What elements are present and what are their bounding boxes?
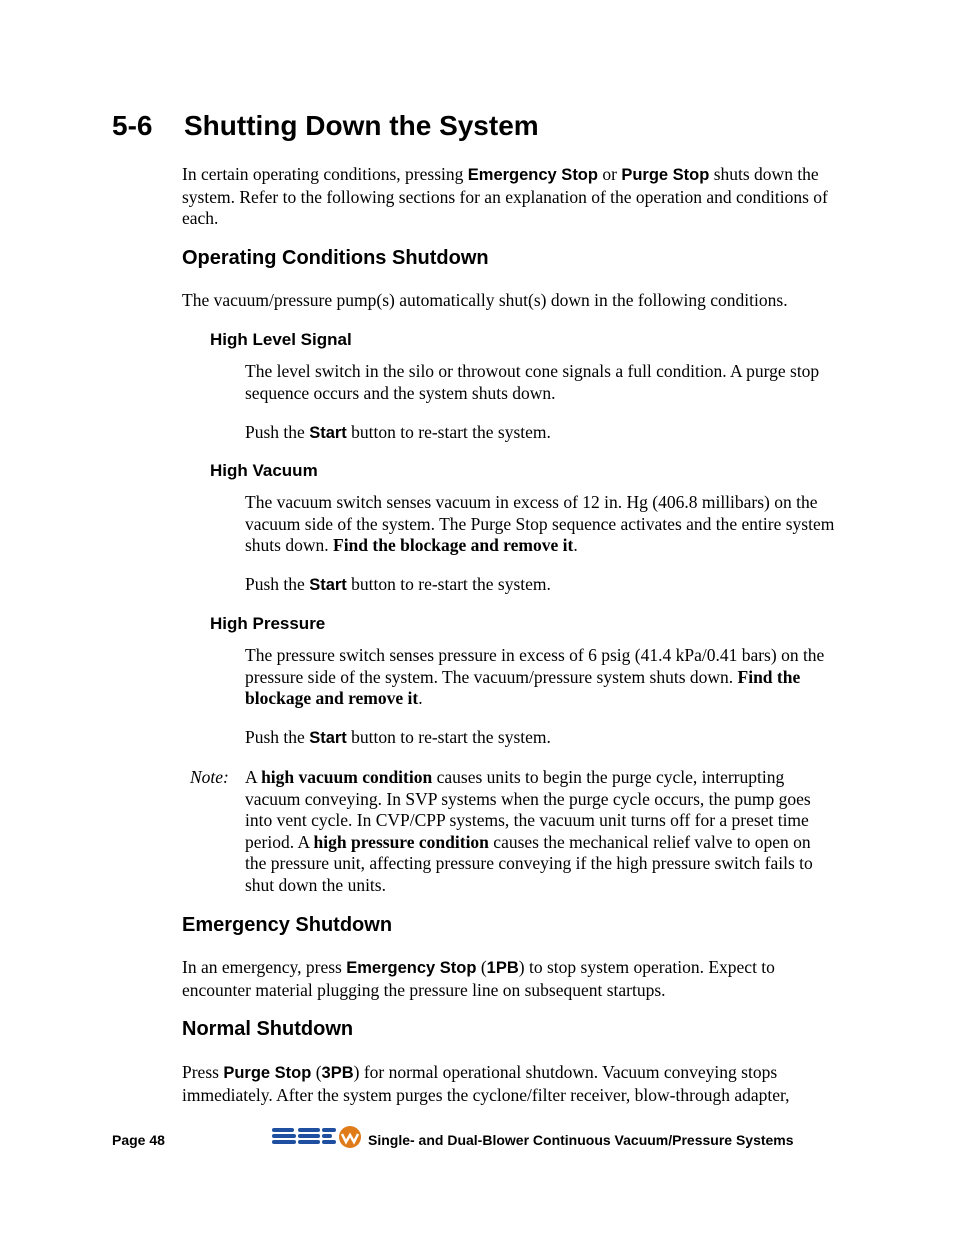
intro-text: or [597, 164, 622, 184]
start-keyword: Start [309, 729, 347, 747]
operating-conditions-intro: The vacuum/pressure pump(s) automatically shut(s) down in the following conditions. [182, 290, 788, 310]
restart-instruction: Push the Start button to re-start the system. [245, 574, 551, 594]
normal-shutdown-body: Press Purge Stop (3PB) for normal operational shutdown. Vacuum conveying stops immediately. After the system purges the cyclone/filter receiver, blow-through adapter, [182, 1062, 790, 1105]
intro-text: In certain operating conditions, pressing [182, 164, 468, 184]
start-keyword: Start [309, 576, 347, 594]
document-title: Single- and Dual-Blower Continuous Vacuum/Pressure Systems [368, 1132, 794, 1148]
aec-logo-letters [272, 1128, 336, 1144]
high-vacuum-heading: High Vacuum [210, 461, 318, 480]
emergency-stop-keyword: Emergency Stop [467, 166, 598, 184]
intro-text: shuts down the system. Refer to the following sections for an explanation of the operation and conditions of each. [182, 164, 828, 229]
aec-logo-icon [270, 1122, 364, 1150]
page-number: Page 48 [112, 1132, 165, 1148]
emergency-shutdown-body: In an emergency, press Emergency Stop (1PB) to stop system operation. Expect to encounter material plugging the pressure line on subsequent startups. [182, 957, 775, 1000]
restart-instruction: Push the Start button to re-start the system. [245, 422, 551, 442]
high-vacuum-body: The vacuum switch senses vacuum in excess of 12 in. Hg (406.8 millibars) on the vacuum side of the system. The Purge Stop sequence activates and the entire system shuts down. Find the blockage and remove it. [245, 492, 835, 556]
normal-shutdown-heading: Normal Shutdown [182, 1018, 354, 1040]
high-level-signal-heading: High Level Signal [210, 330, 352, 349]
aec-logo [270, 1122, 364, 1150]
start-keyword: Start [309, 424, 347, 442]
purge-stop-keyword: Purge Stop [621, 166, 710, 184]
emergency-shutdown-heading: Emergency Shutdown [182, 914, 393, 936]
section-title [112, 110, 539, 142]
operating-conditions-heading: Operating Conditions Shutdown [182, 247, 489, 269]
note-label: Note: [190, 767, 229, 787]
high-level-signal-body: The level switch in the silo or throwout cone signals a full condition. A purge stop sequence occurs and the system shuts down. [245, 361, 820, 403]
high-pressure-heading: High Pressure [210, 614, 326, 633]
section-number: 5-6 [112, 110, 153, 141]
high-pressure-body: The pressure switch senses pressure in excess of 6 psig (41.4 kPa/0.41 bars) on the pressure side of the system. The vacuum/pressure system shuts down. Find the blockage and remove it. [245, 645, 825, 709]
section-title-text: Shutting Down the System [184, 110, 539, 141]
intro-paragraph [182, 164, 832, 230]
note-body: A high vacuum condition causes units to begin the purge cycle, interrupting vacuum conveying. In SVP systems when the purge cycle occurs, the pump goes into vent cycle. In CVP/CPP systems, the vacuum unit turns off for a preset time period. A high pressure condition causes the mechanical relief valve to open on the pressure unit, affecting pressure conveying if the high pressure switch fails to shut down the units. [245, 767, 813, 895]
restart-instruction: Push the Start button to re-start the system. [245, 727, 551, 747]
